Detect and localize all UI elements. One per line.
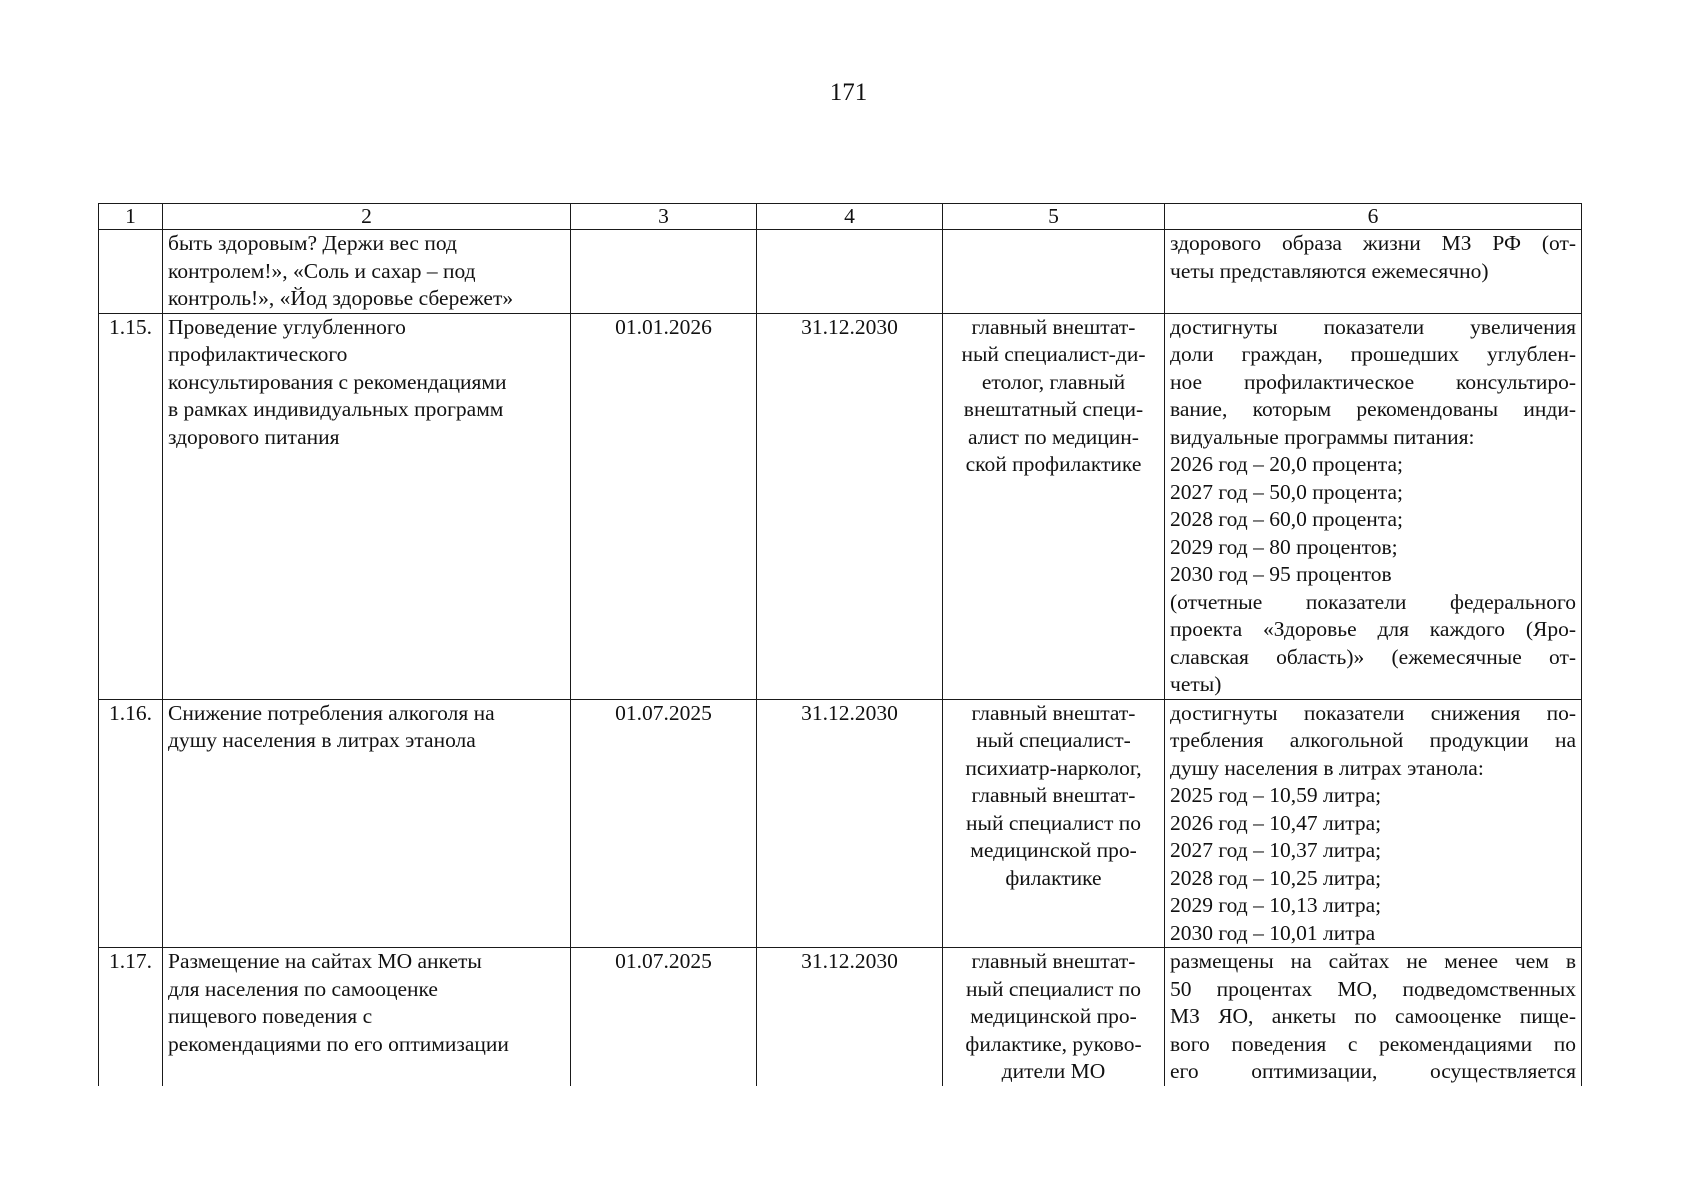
expected-result-line: славская область)» (ежемесячные от- (1170, 644, 1576, 669)
expected-result-line: размещены на сайтах не менее чем в (1170, 949, 1576, 973)
responsible-line: ный специалист по (966, 976, 1141, 1001)
expected-result-line: 2027 год – 50,0 процента; (1170, 479, 1403, 504)
measure-name-line: быть здоровым? Держи вес под (168, 231, 457, 255)
expected-result-line: (отчетные показатели федерального (1170, 589, 1576, 614)
table-row (99, 699, 1582, 948)
start-date: 01.07.2025 (571, 948, 757, 1086)
expected-result-line: здорового образа жизни МЗ РФ (от- (1170, 231, 1576, 255)
responsible (943, 313, 1165, 699)
start-date: 01.07.2025 (571, 699, 757, 948)
end-date (757, 230, 943, 314)
table-row (99, 313, 1582, 699)
responsible-line: дители МО (1001, 1059, 1106, 1083)
measure-name (163, 230, 571, 314)
expected-result-line: душу населения в литрах этанола: (1170, 755, 1484, 780)
expected-result-line: достигнуты показатели снижения по- (1170, 700, 1576, 725)
column-header-name: 2 (163, 204, 571, 230)
table-row (99, 230, 1582, 314)
column-header-result: 6 (1165, 204, 1582, 230)
expected-result-line: 2026 год – 20,0 процента; (1170, 452, 1403, 476)
responsible-line: психиатр-нарколог, (965, 755, 1142, 780)
expected-result-line: 2028 год – 10,25 литра; (1170, 865, 1382, 890)
responsible-line: ской профилактике (965, 452, 1142, 476)
measure-name (163, 313, 571, 699)
end-date: 31.12.2030 (757, 313, 943, 699)
expected-result-line: четы) (1170, 672, 1222, 696)
expected-result-line: 50 процентах МО, подведомственных (1170, 976, 1576, 1001)
measure-name-line: в рамках индивидуальных программ (168, 397, 504, 421)
expected-result-line: вание, которым рекомендованы инди- (1170, 397, 1576, 421)
responsible-line: алист по медицин- (968, 424, 1139, 449)
responsible-line: филактике (1005, 865, 1102, 890)
responsible-line: главный внештат- (971, 314, 1136, 339)
expected-result (1165, 699, 1582, 948)
measure-name-line: Снижение потребления алкоголя на (168, 700, 495, 725)
measure-name-line: контроль!», «Йод здоровье сбережет» (168, 286, 514, 310)
row-number (99, 230, 163, 314)
expected-result-line: доли граждан, прошедших углублен- (1170, 342, 1576, 366)
expected-result-line: четы представляются ежемесячно) (1170, 258, 1489, 283)
responsible-line: филактике, руково- (965, 1031, 1142, 1056)
column-header-responsible: 5 (943, 204, 1165, 230)
end-date: 31.12.2030 (757, 699, 943, 948)
measure-name-line: рекомендациями по его оптимизации (168, 1031, 509, 1056)
responsible-line: главный внештат- (971, 783, 1136, 807)
expected-result-line: 2029 год – 10,13 литра; (1170, 893, 1382, 917)
measure-name-line: здорового питания (168, 424, 340, 449)
measure-name-line: профилактического (168, 342, 348, 366)
row-number: 1.17. (99, 948, 163, 1086)
measure-name-line: Размещение на сайтах МО анкеты (168, 949, 482, 973)
expected-result (1165, 313, 1582, 699)
measures-table (98, 203, 1582, 1086)
expected-result-line: МЗ ЯО, анкеты по самооценке пище- (1170, 1004, 1576, 1028)
row-number: 1.16. (99, 699, 163, 948)
measure-name-line: душу населения в литрах этанола (168, 728, 476, 752)
measure-name-line: консультирования с рекомендациями (168, 369, 507, 394)
expected-result (1165, 230, 1582, 314)
expected-result-line: достигнуты показатели увеличения (1170, 314, 1576, 339)
start-date: 01.01.2026 (571, 313, 757, 699)
table-row (99, 948, 1582, 1086)
measure-name-line: для населения по самооценке (168, 976, 438, 1001)
expected-result-line: 2026 год – 10,47 литра; (1170, 810, 1382, 835)
expected-result-line: 2027 год – 10,37 литра; (1170, 838, 1382, 862)
expected-result-line: его оптимизации, осуществляется (1170, 1059, 1576, 1083)
expected-result (1165, 948, 1582, 1086)
page-number: 171 (829, 79, 868, 106)
expected-result-line: проекта «Здоровье для каждого (Яро- (1170, 617, 1576, 641)
measure-name-line: контролем!», «Соль и сахар – под (168, 258, 476, 283)
responsible (943, 230, 1165, 314)
responsible-line: ный специалист по (966, 810, 1141, 835)
responsible-line: главный внештат- (971, 949, 1136, 973)
measure-name-line: Проведение углубленного (168, 314, 406, 339)
responsible-line: етолог, главный (981, 369, 1126, 394)
column-header-start: 3 (571, 204, 757, 230)
start-date (571, 230, 757, 314)
expected-result-line: видуальные программы питания: (1170, 424, 1475, 449)
expected-result-line: 2025 год – 10,59 литра; (1170, 783, 1382, 807)
column-header-end: 4 (757, 204, 943, 230)
expected-result-line: 2029 год – 80 процентов; (1170, 534, 1398, 559)
table-header-row (99, 204, 1582, 230)
responsible-line: ный специалист- (976, 728, 1131, 752)
responsible-line: медицинской про- (970, 838, 1137, 862)
responsible-line: ный специалист-ди- (961, 342, 1146, 366)
expected-result-line: вого поведения с рекомендациями по (1170, 1031, 1576, 1056)
expected-result-line: требления алкогольной продукции на (1170, 728, 1576, 752)
row-number: 1.15. (99, 313, 163, 699)
expected-result-line: 2030 год – 95 процентов (1170, 562, 1392, 586)
end-date: 31.12.2030 (757, 948, 943, 1086)
responsible-line: медицинской про- (970, 1004, 1137, 1028)
expected-result-line: 2030 год – 10,01 литра (1170, 920, 1376, 945)
responsible (943, 699, 1165, 948)
expected-result-line: ное профилактическое консультиро- (1170, 369, 1576, 394)
responsible-line: главный внештат- (971, 700, 1136, 725)
responsible (943, 948, 1165, 1086)
measure-name (163, 699, 571, 948)
expected-result-line: 2028 год – 60,0 процента; (1170, 507, 1403, 531)
responsible-line: внештатный специ- (963, 397, 1144, 421)
measure-name (163, 948, 571, 1086)
column-header-num: 1 (99, 204, 163, 230)
measure-name-line: пищевого поведения с (168, 1004, 373, 1028)
